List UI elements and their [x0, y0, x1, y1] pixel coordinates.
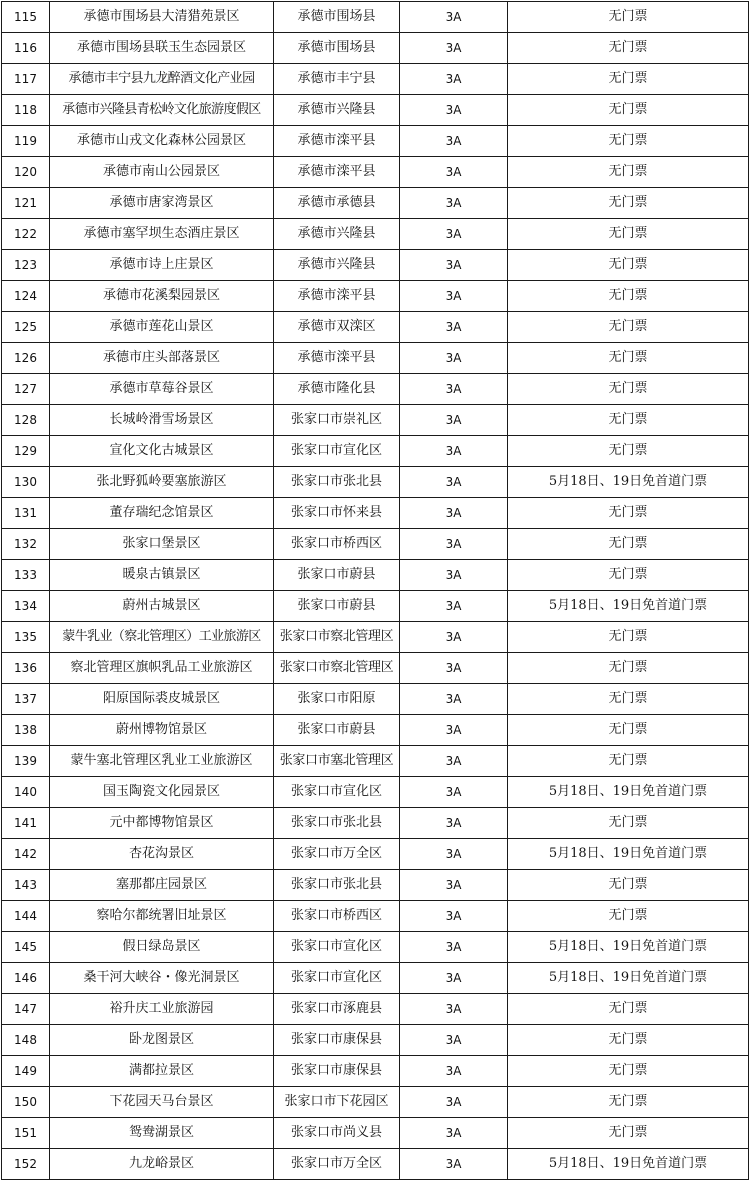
region-name: 承德市兴隆县: [274, 95, 400, 126]
table-row: [2, 1149, 749, 1180]
region-name: 张家口市怀来县: [274, 498, 400, 529]
region-name: 张家口市张北县: [274, 467, 400, 498]
ticket-policy: 无门票: [508, 157, 749, 188]
row-number: 150: [2, 1087, 50, 1118]
scenic-area-name: 桑干河大峡谷・像光洞景区: [50, 963, 274, 994]
table-row: [2, 932, 749, 963]
rating-level: 3A: [400, 1118, 508, 1149]
scenic-area-name: 承德市草莓谷景区: [50, 374, 274, 405]
rating-level: 3A: [400, 126, 508, 157]
table-row: [2, 1056, 749, 1087]
row-number: 130: [2, 467, 50, 498]
row-number: 140: [2, 777, 50, 808]
rating-level: 3A: [400, 95, 508, 126]
table-row: [2, 994, 749, 1025]
ticket-policy: 无门票: [508, 715, 749, 746]
ticket-policy: 无门票: [508, 746, 749, 777]
ticket-policy: 5月18日、19日免首道门票: [508, 932, 749, 963]
scenic-area-name: 张北野狐岭要塞旅游区: [50, 467, 274, 498]
table-row: [2, 808, 749, 839]
rating-level: 3A: [400, 901, 508, 932]
scenic-area-name: 九龙峪景区: [50, 1149, 274, 1180]
table-row: [2, 498, 749, 529]
row-number: 120: [2, 157, 50, 188]
scenic-area-name: 承德市莲花山景区: [50, 312, 274, 343]
ticket-policy: 无门票: [508, 436, 749, 467]
region-name: 张家口市张北县: [274, 808, 400, 839]
rating-level: 3A: [400, 312, 508, 343]
region-name: 承德市滦平县: [274, 126, 400, 157]
region-name: 张家口市万全区: [274, 1149, 400, 1180]
table-row: [2, 64, 749, 95]
ticket-policy: 无门票: [508, 560, 749, 591]
region-name: 张家口市桥西区: [274, 901, 400, 932]
row-number: 152: [2, 1149, 50, 1180]
rating-level: 3A: [400, 467, 508, 498]
row-number: 149: [2, 1056, 50, 1087]
row-number: 145: [2, 932, 50, 963]
rating-level: 3A: [400, 622, 508, 653]
rating-level: 3A: [400, 963, 508, 994]
scenic-area-name: 承德市山戎文化森林公园景区: [50, 126, 274, 157]
scenic-area-name: 承德市庄头部落景区: [50, 343, 274, 374]
scenic-area-name: 阳原国际裘皮城景区: [50, 684, 274, 715]
rating-level: 3A: [400, 2, 508, 33]
rating-level: 3A: [400, 808, 508, 839]
row-number: 123: [2, 250, 50, 281]
scenic-area-name: 假日绿岛景区: [50, 932, 274, 963]
table-row: [2, 126, 749, 157]
row-number: 138: [2, 715, 50, 746]
ticket-policy: 无门票: [508, 529, 749, 560]
rating-level: 3A: [400, 157, 508, 188]
scenic-area-name: 承德市兴隆县青松岭文化旅游度假区: [50, 95, 274, 126]
rating-level: 3A: [400, 405, 508, 436]
ticket-policy: 5月18日、19日免首道门票: [508, 1149, 749, 1180]
table-row: [2, 870, 749, 901]
row-number: 134: [2, 591, 50, 622]
table-row: [2, 839, 749, 870]
row-number: 126: [2, 343, 50, 374]
ticket-policy: 无门票: [508, 870, 749, 901]
region-name: 张家口市康保县: [274, 1056, 400, 1087]
scenic-area-name: 董存瑞纪念馆景区: [50, 498, 274, 529]
row-number: 122: [2, 219, 50, 250]
row-number: 146: [2, 963, 50, 994]
scenic-area-name: 元中都博物馆景区: [50, 808, 274, 839]
ticket-policy: 无门票: [508, 1056, 749, 1087]
scenic-area-name: 承德市围场县联玉生态园景区: [50, 33, 274, 64]
region-name: 张家口市蔚县: [274, 560, 400, 591]
rating-level: 3A: [400, 715, 508, 746]
ticket-policy: 无门票: [508, 374, 749, 405]
region-name: 承德市滦平县: [274, 343, 400, 374]
scenic-area-name: 蒙牛乳业（察北管理区）工业旅游区: [50, 622, 274, 653]
table-row: [2, 591, 749, 622]
scenic-area-name: 鸳鸯湖景区: [50, 1118, 274, 1149]
ticket-policy: 无门票: [508, 343, 749, 374]
rating-level: 3A: [400, 1149, 508, 1180]
ticket-policy: 无门票: [508, 219, 749, 250]
row-number: 144: [2, 901, 50, 932]
region-name: 张家口市崇礼区: [274, 405, 400, 436]
region-name: 承德市承德县: [274, 188, 400, 219]
region-name: 张家口市宣化区: [274, 436, 400, 467]
row-number: 125: [2, 312, 50, 343]
table-row: [2, 560, 749, 591]
table-row: [2, 901, 749, 932]
ticket-policy: 无门票: [508, 405, 749, 436]
ticket-policy: 无门票: [508, 684, 749, 715]
row-number: 124: [2, 281, 50, 312]
table-row: [2, 157, 749, 188]
row-number: 117: [2, 64, 50, 95]
scenic-area-name: 暖泉古镇景区: [50, 560, 274, 591]
ticket-policy: 无门票: [508, 95, 749, 126]
ticket-policy: 无门票: [508, 1118, 749, 1149]
row-number: 118: [2, 95, 50, 126]
scenic-area-name: 承德市诗上庄景区: [50, 250, 274, 281]
rating-level: 3A: [400, 777, 508, 808]
table-row: [2, 188, 749, 219]
rating-level: 3A: [400, 1087, 508, 1118]
ticket-policy: 5月18日、19日免首道门票: [508, 591, 749, 622]
scenic-area-name: 宣化文化古城景区: [50, 436, 274, 467]
row-number: 133: [2, 560, 50, 591]
rating-level: 3A: [400, 281, 508, 312]
region-name: 张家口市宣化区: [274, 932, 400, 963]
table-row: [2, 1118, 749, 1149]
scenic-area-name: 察哈尔都统署旧址景区: [50, 901, 274, 932]
rating-level: 3A: [400, 560, 508, 591]
region-name: 张家口市尚义县: [274, 1118, 400, 1149]
ticket-policy: 5月18日、19日免首道门票: [508, 777, 749, 808]
row-number: 135: [2, 622, 50, 653]
table-row: [2, 777, 749, 808]
scenic-area-name: 下花园天马台景区: [50, 1087, 274, 1118]
row-number: 136: [2, 653, 50, 684]
region-name: 张家口市阳原: [274, 684, 400, 715]
row-number: 115: [2, 2, 50, 33]
row-number: 116: [2, 33, 50, 64]
rating-level: 3A: [400, 684, 508, 715]
region-name: 张家口市蔚县: [274, 591, 400, 622]
scenic-area-name: 满都拉景区: [50, 1056, 274, 1087]
region-name: 承德市滦平县: [274, 157, 400, 188]
ticket-policy: 无门票: [508, 622, 749, 653]
scenic-area-table: [1, 1, 749, 1180]
scenic-area-name: 裕升庆工业旅游园: [50, 994, 274, 1025]
rating-level: 3A: [400, 188, 508, 219]
rating-level: 3A: [400, 1056, 508, 1087]
scenic-area-name: 国玉陶瓷文化园景区: [50, 777, 274, 808]
rating-level: 3A: [400, 839, 508, 870]
rating-level: 3A: [400, 33, 508, 64]
ticket-policy: 无门票: [508, 901, 749, 932]
table-row: [2, 405, 749, 436]
ticket-policy: 无门票: [508, 994, 749, 1025]
rating-level: 3A: [400, 64, 508, 95]
region-name: 承德市丰宁县: [274, 64, 400, 95]
region-name: 承德市隆化县: [274, 374, 400, 405]
rating-level: 3A: [400, 746, 508, 777]
row-number: 127: [2, 374, 50, 405]
table-body: [2, 2, 749, 1180]
ticket-policy: 无门票: [508, 808, 749, 839]
scenic-area-name: 承德市南山公园景区: [50, 157, 274, 188]
table-row: [2, 312, 749, 343]
rating-level: 3A: [400, 932, 508, 963]
table-row: [2, 1025, 749, 1056]
ticket-policy: 无门票: [508, 312, 749, 343]
table-row: [2, 2, 749, 33]
region-name: 承德市围场县: [274, 33, 400, 64]
scenic-area-name: 承德市唐家湾景区: [50, 188, 274, 219]
rating-level: 3A: [400, 436, 508, 467]
row-number: 129: [2, 436, 50, 467]
row-number: 119: [2, 126, 50, 157]
table-row: [2, 95, 749, 126]
ticket-policy: 无门票: [508, 498, 749, 529]
table-row: [2, 219, 749, 250]
ticket-policy: 无门票: [508, 126, 749, 157]
table-row: [2, 684, 749, 715]
scenic-area-name: 察北管理区旗帜乳品工业旅游区: [50, 653, 274, 684]
rating-level: 3A: [400, 219, 508, 250]
row-number: 137: [2, 684, 50, 715]
ticket-policy: 无门票: [508, 1087, 749, 1118]
region-name: 张家口市察北管理区: [274, 653, 400, 684]
table-row: [2, 746, 749, 777]
scenic-area-name: 蒙牛塞北管理区乳业工业旅游区: [50, 746, 274, 777]
scenic-area-name: 承德市花溪梨园景区: [50, 281, 274, 312]
scenic-area-name: 蔚州古城景区: [50, 591, 274, 622]
table-row: [2, 436, 749, 467]
rating-level: 3A: [400, 653, 508, 684]
scenic-area-name: 承德市塞罕坝生态酒庄景区: [50, 219, 274, 250]
table-row: [2, 622, 749, 653]
region-name: 承德市双滦区: [274, 312, 400, 343]
region-name: 张家口市宣化区: [274, 963, 400, 994]
region-name: 张家口市塞北管理区: [274, 746, 400, 777]
table-row: [2, 715, 749, 746]
rating-level: 3A: [400, 870, 508, 901]
row-number: 143: [2, 870, 50, 901]
region-name: 承德市围场县: [274, 2, 400, 33]
ticket-policy: 无门票: [508, 33, 749, 64]
table-row: [2, 653, 749, 684]
table-row: [2, 963, 749, 994]
row-number: 142: [2, 839, 50, 870]
rating-level: 3A: [400, 994, 508, 1025]
ticket-policy: 5月18日、19日免首道门票: [508, 467, 749, 498]
row-number: 139: [2, 746, 50, 777]
region-name: 承德市兴隆县: [274, 219, 400, 250]
region-name: 张家口市康保县: [274, 1025, 400, 1056]
ticket-policy: 无门票: [508, 2, 749, 33]
table-row: [2, 33, 749, 64]
scenic-area-name: 承德市丰宁县九龙醉酒文化产业园: [50, 64, 274, 95]
ticket-policy: 无门票: [508, 653, 749, 684]
row-number: 148: [2, 1025, 50, 1056]
row-number: 131: [2, 498, 50, 529]
row-number: 141: [2, 808, 50, 839]
scenic-area-name: 蔚州博物馆景区: [50, 715, 274, 746]
region-name: 张家口市张北县: [274, 870, 400, 901]
region-name: 张家口市宣化区: [274, 777, 400, 808]
table-row: [2, 374, 749, 405]
row-number: 132: [2, 529, 50, 560]
rating-level: 3A: [400, 591, 508, 622]
region-name: 承德市滦平县: [274, 281, 400, 312]
table-row: [2, 250, 749, 281]
table-row: [2, 281, 749, 312]
region-name: 张家口市桥西区: [274, 529, 400, 560]
rating-level: 3A: [400, 1025, 508, 1056]
row-number: 121: [2, 188, 50, 219]
region-name: 张家口市下花园区: [274, 1087, 400, 1118]
rating-level: 3A: [400, 529, 508, 560]
row-number: 128: [2, 405, 50, 436]
scenic-area-name: 卧龙图景区: [50, 1025, 274, 1056]
table-row: [2, 343, 749, 374]
table-row: [2, 529, 749, 560]
rating-level: 3A: [400, 374, 508, 405]
ticket-policy: 无门票: [508, 64, 749, 95]
scenic-area-name: 承德市围场县大清猎苑景区: [50, 2, 274, 33]
rating-level: 3A: [400, 343, 508, 374]
row-number: 147: [2, 994, 50, 1025]
table-row: [2, 467, 749, 498]
rating-level: 3A: [400, 250, 508, 281]
table-row: [2, 1087, 749, 1118]
region-name: 承德市兴隆县: [274, 250, 400, 281]
ticket-policy: 无门票: [508, 250, 749, 281]
ticket-policy: 5月18日、19日免首道门票: [508, 839, 749, 870]
ticket-policy: 无门票: [508, 188, 749, 219]
region-name: 张家口市万全区: [274, 839, 400, 870]
rating-level: 3A: [400, 498, 508, 529]
ticket-policy: 无门票: [508, 1025, 749, 1056]
scenic-area-name: 塞那都庄园景区: [50, 870, 274, 901]
ticket-policy: 无门票: [508, 281, 749, 312]
scenic-area-name: 长城岭滑雪场景区: [50, 405, 274, 436]
scenic-area-name: 张家口堡景区: [50, 529, 274, 560]
scenic-area-name: 杏花沟景区: [50, 839, 274, 870]
region-name: 张家口市蔚县: [274, 715, 400, 746]
region-name: 张家口市察北管理区: [274, 622, 400, 653]
region-name: 张家口市涿鹿县: [274, 994, 400, 1025]
ticket-policy: 5月18日、19日免首道门票: [508, 963, 749, 994]
row-number: 151: [2, 1118, 50, 1149]
